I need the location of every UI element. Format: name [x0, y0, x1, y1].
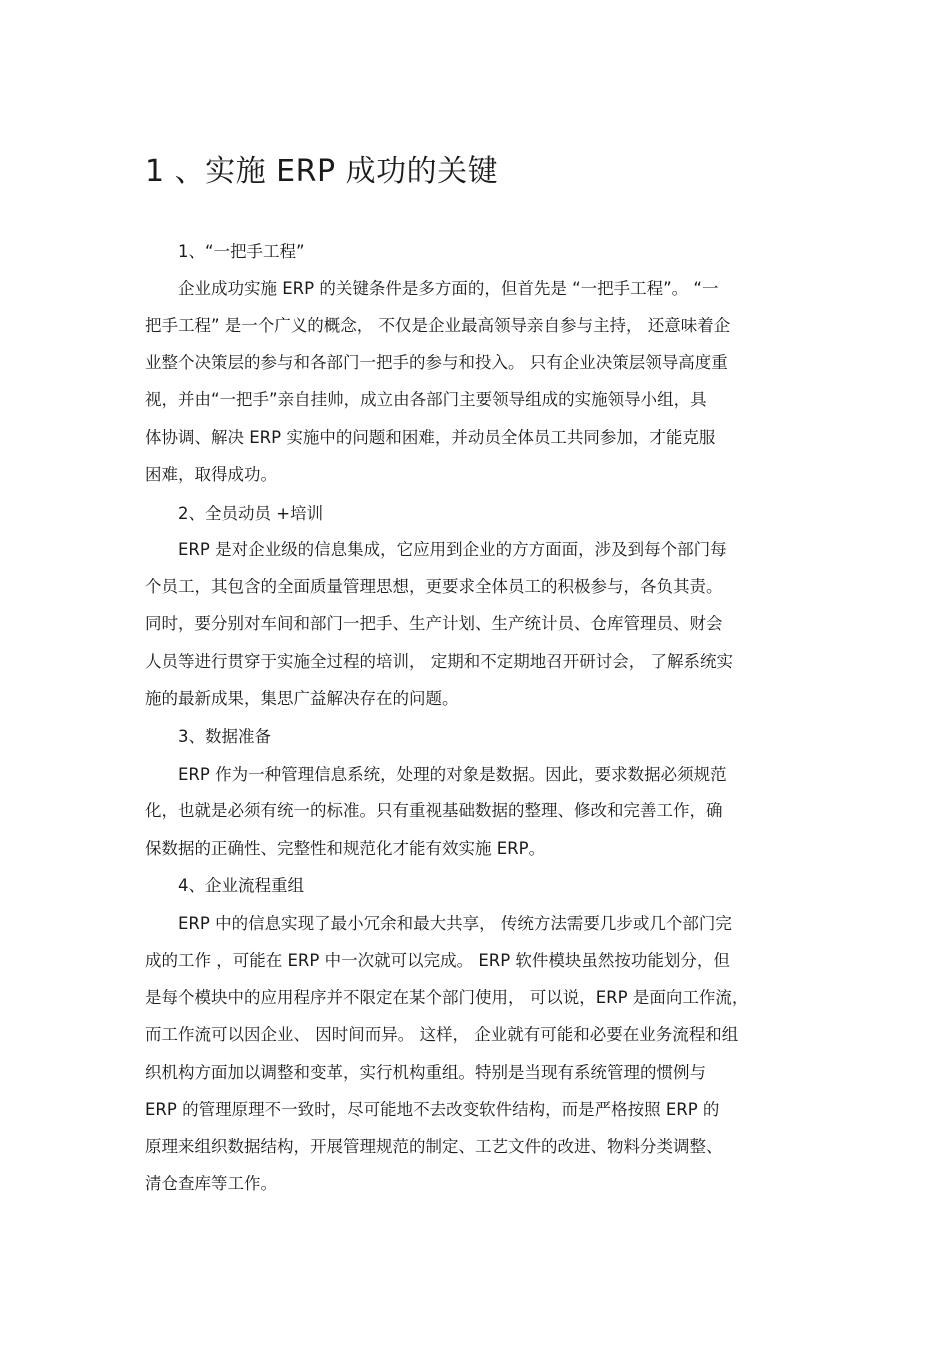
document-title: 1 、实施 ERP 成功的关键 — [145, 154, 499, 189]
paragraph-line: ERP 中的信息实现了最小冗余和最大共享， 传统方法需要几步或几个部门完 — [178, 914, 732, 933]
section-heading-4: 4、企业流程重组 — [178, 876, 304, 895]
paragraph-line: 企业成功实施 ERP 的关键条件是多方面的，但首先是 “一把手工程”。 “一 — [178, 279, 719, 298]
paragraph-line: 视，并由“一把手”亲自挂帅，成立由各部门主要领导组成的实施领导小组，具 — [145, 390, 707, 409]
paragraph-line: 织机构方面加以调整和变革，实行机构重组。特别是当现有系统管理的惯例与 — [145, 1063, 706, 1082]
paragraph-line: 成的工作 ，可能在 ERP 中一次就可以完成。 ERP 软件模块虽然按功能划分，但 — [145, 951, 730, 970]
paragraph-line: 困难，取得成功。 — [145, 465, 277, 484]
paragraph-line: 个员工，其包含的全面质量管理思想，更要求全体员工的积极参与，各负其责。 — [145, 577, 723, 596]
paragraph-line: 体协调、解决 ERP 实施中的问题和困难，并动员全体员工共同参加，才能克服 — [145, 428, 716, 447]
paragraph-line: ERP 作为一种管理信息系统，处理的对象是数据。因此，要求数据必须规范 — [178, 765, 727, 784]
section-heading-1: 1、“一把手工程” — [178, 242, 305, 261]
paragraph-line: ERP 是对企业级的信息集成，它应用到企业的方方面面，涉及到每个部门每 — [178, 540, 727, 559]
paragraph-line: 化，也就是必须有统一的标准。只有重视基础数据的整理、修改和完善工作，确 — [145, 801, 723, 820]
paragraph-line: 是每个模块中的应用程序并不限定在某个部门使用， 可以说，ERP 是面向工作流， — [145, 988, 749, 1007]
paragraph-line: 把手工程” 是一个广义的概念， 不仅是企业最高领导亲自参与主持， 还意味着企 — [145, 316, 731, 335]
paragraph-line: 人员等进行贯穿于实施全过程的培训， 定期和不定期地召开研讨会， 了解系统实 — [145, 652, 733, 671]
section-heading-3: 3、数据准备 — [178, 727, 271, 746]
paragraph-line: 保数据的正确性、完整性和规范化才能有效实施 ERP。 — [145, 839, 546, 858]
paragraph-line: 清仓查库等工作。 — [145, 1174, 277, 1193]
paragraph-line: 原理来组织数据结构，开展管理规范的制定、工艺文件的改进、物料分类调整、 — [145, 1137, 723, 1156]
paragraph-line: 同时，要分别对车间和部门一把手、生产计划、生产统计员、仓库管理员、财会 — [145, 614, 723, 633]
section-heading-2: 2、全员动员 +培训 — [178, 504, 324, 523]
paragraph-line: ERP 的管理原理不一致时，尽可能地不去改变软件结构，而是严格按照 ERP 的 — [145, 1100, 720, 1119]
paragraph-line: 业整个决策层的参与和各部门一把手的参与和投入。 只有企业决策层领导高度重 — [145, 353, 728, 372]
paragraph-line: 施的最新成果，集思广益解决存在的问题。 — [145, 689, 459, 708]
paragraph-line: 而工作流可以因企业、 因时间而异。 这样， 企业就有可能和必要在业务流程和组 — [145, 1025, 739, 1044]
